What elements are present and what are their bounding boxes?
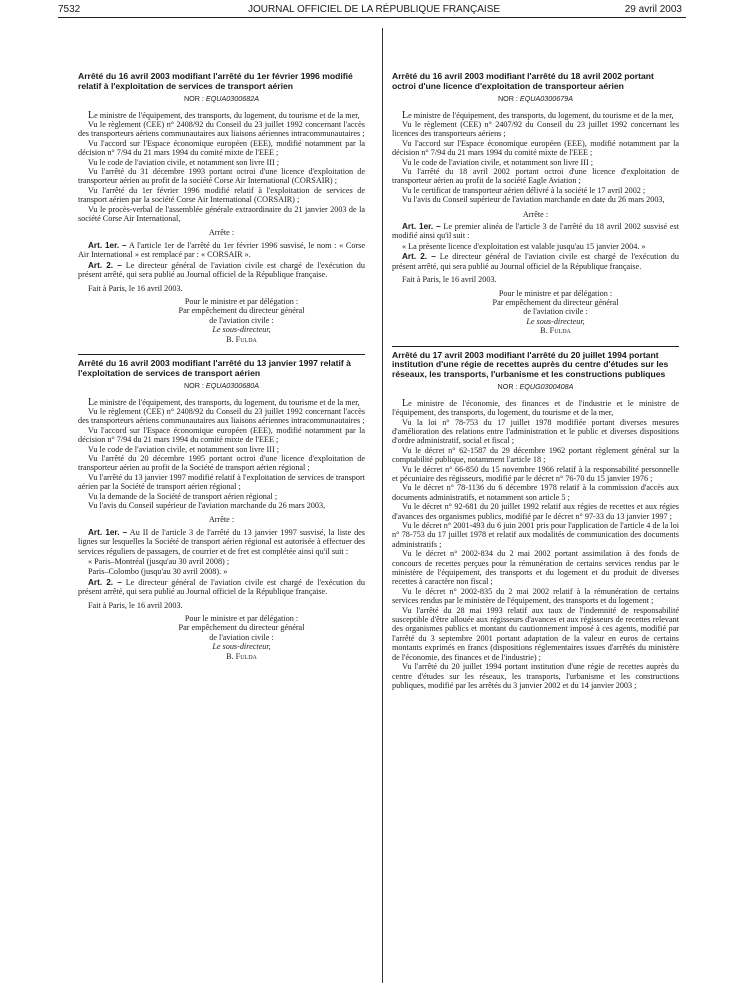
arrete-title: Arrêté du 16 avril 2003 modifiant l'arrêté du 1er février 1996 modifié relatif à l'exploitation de services de transport aérien — [78, 71, 353, 91]
signature-block — [118, 297, 365, 344]
arrete-keyword: Arrête : — [522, 209, 549, 219]
signature-line: Par empêchement du directeur général — [178, 623, 305, 633]
preamble: Le ministre de l'équipement, des transports, du logement, du tourisme et de la mer, — [88, 109, 360, 121]
visa-paragraph: Vu le procès-verbal de l'assemblée générale extraordinaire du 21 janvier 2003 de la société Corse Air International, — [78, 204, 365, 224]
nor-label: NOR : — [497, 94, 520, 104]
visa-paragraph: Vu l'arrêté du 31 décembre 1993 portant octroi d'une licence d'exploitation de transporteur aérien au profit de la société Corse Air International (CORSAIR) ; — [78, 167, 365, 186]
visa-paragraph: Vu le décret n° 66-850 du 15 novembre 1966 relatif à la responsabilité personnelle et pécuniaire des régisseurs, modifié par le décret n° 76-70 du 15 janvier 1976 ; — [392, 464, 679, 483]
visa-paragraph: Vu le certificat de transporteur aérien délivré à la société le 17 avril 2002 ; — [402, 185, 646, 195]
visa-paragraph: Vu l'arrêté du 18 avril 2002 portant octroi d'une licence d'exploitation de transporteur aérien au profit de la société Eagle Aviation ; — [392, 167, 679, 186]
nor-code: EQUA0300679A — [519, 94, 574, 104]
article — [392, 252, 679, 271]
article-label: Art. 2. – — [88, 577, 122, 587]
nor-reference — [78, 381, 365, 390]
visa-paragraph: Vu le règlement (CEE) n° 2408/92 du Conseil du 23 juillet 1992 concernant l'accès des transporteurs aériens communautaires aux liaisons aériennes intracommunautaires ; — [78, 406, 365, 426]
article-text: Le directeur général de l'aviation civile est chargé de l'exécution du présent arrêté, qui sera publié au Journal officiel de la République française. — [392, 252, 679, 271]
signature-place-date: Fait à Paris, le 16 avril 2003. — [402, 275, 497, 285]
nor-label: NOR : — [183, 381, 206, 391]
column-divider — [382, 28, 383, 983]
article — [392, 222, 679, 241]
signature-line: Par empêchement du directeur général — [178, 306, 305, 316]
header-rule — [58, 17, 686, 18]
signature-line: Pour le ministre et par délégation : — [184, 296, 299, 306]
arrete-section — [78, 359, 365, 661]
visa-paragraph: Vu l'arrêté du 1er février 1996 modifié relatif à l'exploitation de services de transport aérien par la société Corse Air International (CORSAIR) ; — [78, 185, 365, 205]
article-text: « Paris–Montréal (jusqu'au 30 avril 2008) ; — [88, 557, 230, 567]
signature-block — [118, 614, 365, 661]
signatory-name: B. Fulda — [540, 326, 571, 336]
article — [78, 578, 365, 597]
arrete-keyword: Arrête : — [208, 515, 235, 525]
page-number: 7532 — [58, 4, 81, 15]
visa-paragraph: Vu le code de l'aviation civile, et notamment son livre III ; — [402, 157, 594, 167]
article-label: Art. 1er. – — [88, 527, 128, 537]
preamble: Le ministre de l'équipement, des transports, du logement, du tourisme et de la mer, — [402, 109, 674, 121]
signature-place-date: Fait à Paris, le 16 avril 2003. — [88, 600, 183, 610]
visa-paragraph: Vu l'arrêté du 20 décembre 1995 portant octroi d'une licence d'exploitation de transporteur aérien au profit de la Société de transport aérien régional ; — [78, 453, 365, 473]
visa-paragraph: Vu le décret n° 62-1587 du 29 décembre 1962 portant règlement général sur la comptabilité publique, notamment l'article 18 ; — [392, 445, 679, 465]
signature-line: Par empêchement du directeur général — [492, 297, 619, 307]
signature-role: Le sous-directeur, — [212, 325, 271, 335]
article-label: Art. 1er. – — [88, 240, 127, 250]
article — [78, 261, 365, 280]
visa-paragraph: Vu l'arrêté du 20 juillet 1994 portant institution d'une régie de recettes auprès du centre d'études sur les réseaux, les transports, l'urbanisme et les constructions publiques, modifié par les arrêtés du 3 janvier 2002 et du 14 janvier 2003 ; — [392, 662, 679, 690]
arrete-section — [78, 72, 365, 344]
visa-paragraph: Vu l'accord sur l'Espace économique européen (EEE), modifié notamment par la décision n° 7/94 du 21 mars 1994 du comité mixte de l'EEE ; — [392, 138, 679, 158]
section-separator — [78, 354, 365, 355]
arrete-title: Arrêté du 17 avril 2003 modifiant l'arrêté du 20 juillet 1994 portant institution d'une régie de recettes auprès du centre d'études sur les réseaux, les transports, l'urbanisme et les constructions publiques — [392, 349, 669, 379]
signature-line: de l'aviation civile : — [209, 632, 274, 642]
section-separator — [392, 346, 679, 347]
nor-code: EQUG0300408A — [519, 382, 574, 392]
nor-reference — [392, 94, 679, 103]
visa-paragraph: Vu le décret n° 2001-493 du 6 juin 2001 pris pour l'application de l'article 4 de la loi n° 78-753 du 17 juillet 1978 et relatif aux modalités de communication des documents administratifs ; — [392, 521, 679, 549]
article-text: Le directeur général de l'aviation civile est chargé de l'exécution du présent arrêté, qui sera publié au Journal officiel de la République française. — [78, 577, 365, 597]
nor-reference — [392, 382, 679, 391]
signatory-name: B. Fulda — [226, 651, 257, 661]
visa-paragraph: Vu le décret n° 2002-834 du 2 mai 2002 portant assimilation à des fonds de concours de recettes perçues pour la rémunération de certains services rendus par le ministère de l'équipement, des transports et du logement et du produit de diverses recettes à caractère non fiscal ; — [392, 549, 679, 587]
preamble: Le ministre de l'économie, des finances et de l'industrie et le ministre de l'équipement, des transports, du logement, du tourisme et de la mer, — [392, 397, 679, 418]
arrete-title: Arrêté du 16 avril 2003 modifiant l'arrêté du 18 avril 2002 portant octroi d'une licence d'exploitation de transporteur aérien — [392, 71, 654, 91]
nor-code: EQUA0300680A — [205, 381, 260, 391]
article-text: Le directeur général de l'aviation civile est chargé de l'exécution du présent arrêté, qui sera publié au Journal officiel de la République française. — [78, 260, 365, 280]
visa-paragraph: Vu l'arrêté du 28 mai 1993 relatif aux taux de l'indemnité de responsabilité susceptible d'être allouée aux régisseurs d'avances et aux régisseurs de recettes relevant des organismes publics et montant du cautionnement imposé à ces agents, modifié par l'arrêté du 3 septembre 2001 portant adaptation de la valeur en euros de certains montants exprimés en francs (dispositions réglementaires issues d'arrêtés du ministère de l'économie, des finances et de l'industrie) ; — [392, 605, 679, 662]
visa-paragraph: Vu le décret n° 2002-835 du 2 mai 2002 relatif à la rémunération de certains services rendus par le ministère de l'équipement, des transports et du logement ; — [392, 586, 679, 606]
journal-title: JOURNAL OFFICIEL DE LA RÉPUBLIQUE FRANÇAISE — [247, 4, 501, 15]
article — [78, 528, 365, 556]
signature-line: de l'aviation civile : — [523, 307, 588, 317]
nor-reference — [78, 94, 365, 103]
preamble: Le ministre de l'équipement, des transports, du logement, du tourisme et de la mer, — [88, 396, 360, 408]
signature-block — [432, 289, 679, 336]
article-label: Art. 2. – — [88, 260, 122, 270]
arrete-keyword: Arrête : — [208, 228, 235, 238]
arrete-title: Arrêté du 16 avril 2003 modifiant l'arrêté du 13 janvier 1997 relatif à l'exploitation de services de transport aérien — [78, 357, 351, 378]
visa-paragraph: Vu le règlement (CEE) n° 2408/92 du Conseil du 23 juillet 1992 concernant l'accès des transporteurs aériens communautaires aux liaisons aériennes intracommunautaires ; — [78, 120, 365, 139]
arrete-section — [392, 72, 679, 336]
visa-paragraph: Vu le décret n° 92-681 du 20 juillet 1992 relatif aux régies de recettes et aux régies d'avances des organismes publics, modifié par le décret n° 97-33 du 13 janvier 1997 ; — [392, 502, 679, 521]
article-text: Paris–Colombo (jusqu'au 30 avril 2008). » — [88, 567, 228, 577]
visa-paragraph: Vu la demande de la Société de transport aérien régional ; — [88, 491, 278, 501]
left-column — [78, 28, 365, 661]
signature-role: Le sous-directeur, — [526, 316, 585, 326]
arrete-section — [392, 351, 679, 691]
visa-paragraph: Vu le règlement (CEE) n° 2407/92 du Conseil du 23 juillet 1992 concernant les licences des transporteurs aériens ; — [392, 120, 679, 139]
signature-line: Pour le ministre et par délégation : — [184, 614, 299, 624]
visa-paragraph: Vu l'accord sur l'Espace économique européen (EEE), modifié notamment par la décision n° 7/94 du 21 mars 1994 du comité mixte de l'EEE ; — [78, 425, 365, 445]
visa-paragraph: Vu l'avis du Conseil supérieur de l'aviation marchande en date du 26 mars 2003, — [402, 195, 665, 205]
article — [392, 242, 679, 251]
nor-code: EQUA0300682A — [205, 94, 260, 104]
nor-label: NOR : — [497, 382, 520, 392]
visa-paragraph: Vu le code de l'aviation civile, et notamment son livre III ; — [88, 444, 280, 454]
article — [78, 557, 365, 566]
page-header — [0, 0, 748, 22]
article-text: Au II de l'article 3 de l'arrêté du 13 janvier 1997 susvisé, la liste des lignes sur lesquelles la Société de transport aérien régional est autorisée à effectuer des services réguliers de passagers, de courrier et de fret est complétée ainsi qu'il suit : — [78, 527, 365, 556]
right-column — [392, 28, 679, 690]
article-text: Le premier alinéa de l'article 3 de l'arrêté du 18 avril 2002 susvisé est modifié ainsi qu'il suit : — [392, 222, 679, 241]
signatory-name: B. Fulda — [226, 334, 257, 344]
signature-role: Le sous-directeur, — [212, 642, 271, 652]
article-label: Art. 1er. – — [402, 222, 441, 232]
visa-paragraph: Vu l'accord sur l'Espace économique européen (EEE), modifié notamment par la décision n° 7/94 du 21 mars 1994 du comité mixte de l'EEE ; — [78, 138, 365, 158]
article-text: « La présente licence d'exploitation est valable jusqu'au 15 janvier 2004. » — [402, 241, 646, 251]
visa-paragraph: Vu l'arrêté du 13 janvier 1997 modifié relatif à l'exploitation de services de transport aérien par la Société de transport aérien régional ; — [78, 472, 365, 492]
signature-line: Pour le ministre et par délégation : — [498, 288, 613, 298]
visa-paragraph: Vu la loi n° 78-753 du 17 juillet 1978 modifiée portant diverses mesures d'amélioration des relations entre l'administration et le public et diverses dispositions d'ordre administratif, social et fiscal ; — [392, 417, 679, 446]
visa-paragraph: Vu l'avis du Conseil supérieur de l'aviation marchande du 26 mars 2003, — [88, 501, 326, 510]
signature-place-date: Fait à Paris, le 16 avril 2003. — [88, 283, 183, 293]
article — [78, 567, 365, 576]
visa-paragraph: Vu le code de l'aviation civile, et notamment son livre III ; — [88, 157, 280, 167]
issue-date: 29 avril 2003 — [624, 4, 682, 15]
article — [78, 241, 365, 260]
article-label: Art. 2. – — [402, 252, 436, 262]
article-text: A l'article 1er de l'arrêté du 1er février 1996 susvisé, le nom : « Corse Air International » est remplacé par : « CORSAIR ». — [78, 240, 365, 260]
visa-paragraph: Vu le décret n° 78-1136 du 6 décembre 1978 relatif à la commission d'accès aux documents administratifs, et notamment son article 5 ; — [392, 483, 679, 502]
nor-label: NOR : — [183, 94, 206, 104]
signature-line: de l'aviation civile : — [209, 315, 274, 325]
